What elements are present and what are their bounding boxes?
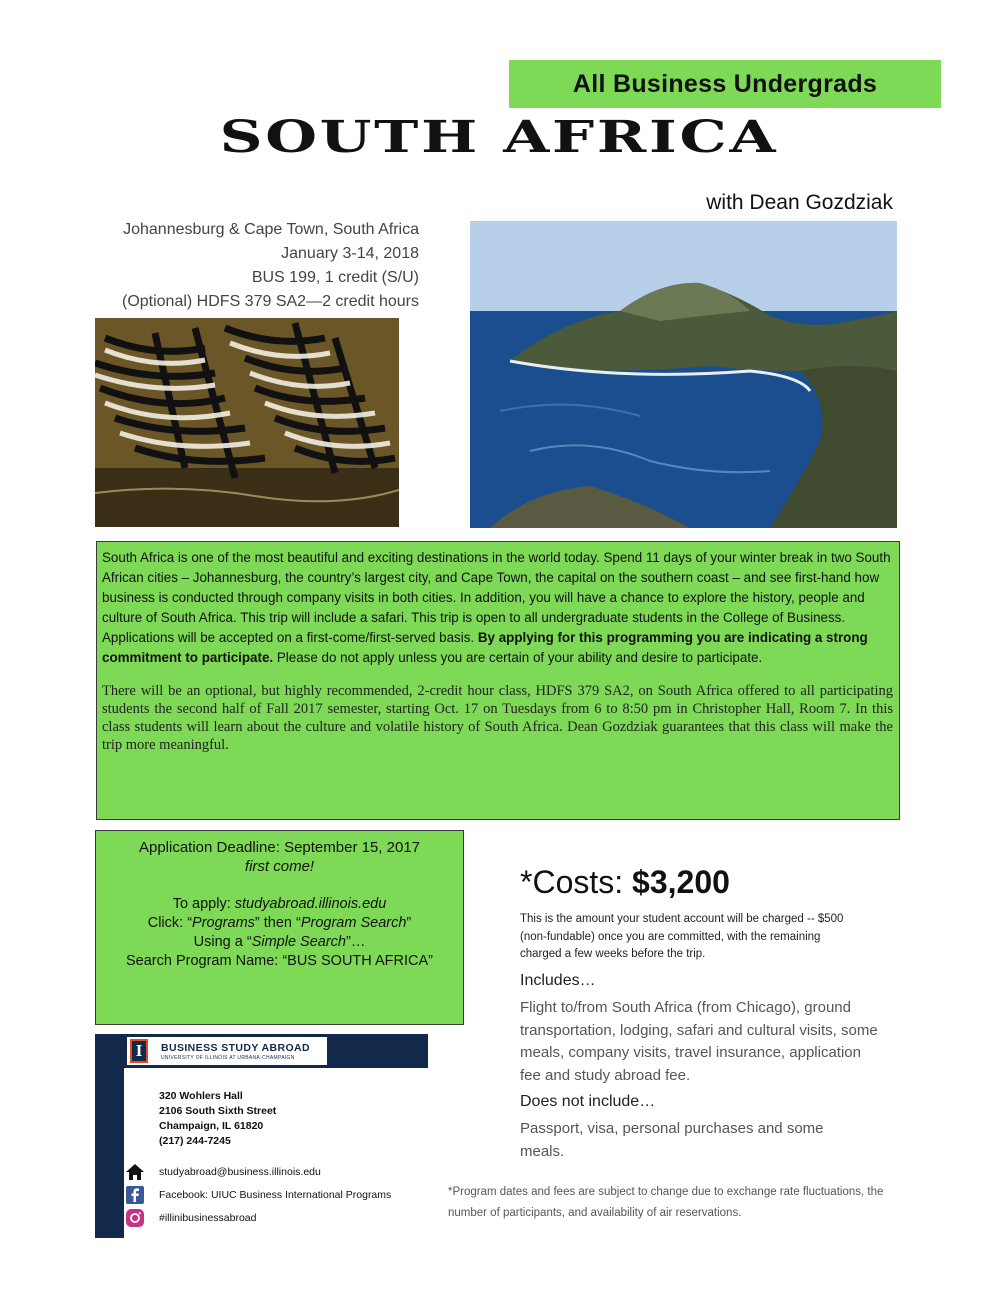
audience-banner: All Business Undergrads (509, 60, 941, 108)
zebra-photo (95, 318, 399, 527)
facebook-link[interactable]: Facebook: UIUC Business International Programs (159, 1189, 392, 1201)
includes-heading: Includes… (520, 972, 596, 989)
apply-instruction: To apply: studyabroad.illinois.edu (172, 896, 387, 912)
search-type-instruction: Using a “Simple Search”… (193, 934, 366, 950)
application-info-box (95, 830, 464, 1025)
instagram-hashtag[interactable]: #illinibusinessabroad (159, 1212, 257, 1224)
includes-list: Flight to/from South Africa (from Chicago), ground transportation, lodging, safari and cultural visits, some meals, company visits, travel insurance, application fee and study abroad fee. (520, 999, 878, 1084)
costs-heading: *Costs: $3,200 (520, 864, 730, 900)
trip-location: Johannesburg & Cape Town, South Africa (123, 221, 419, 238)
cost-amount: $3,200 (632, 864, 730, 900)
office-name: BUSINESS STUDY ABROAD (161, 1041, 311, 1054)
facebook-icon (125, 1185, 145, 1205)
click-instruction: Click: “Programs” then “Program Search” (147, 915, 412, 931)
cape-town-coast-photo (470, 221, 897, 528)
page-title: SOUTH AFRICA (219, 112, 779, 163)
trip-dates: January 3-14, 2018 (281, 245, 419, 262)
dean-subtitle: with Dean Gozdziak (706, 191, 893, 214)
program-description (96, 541, 900, 820)
description-paragraph-2: There will be an optional, but highly recommended, 2-credit hour class, HDFS 379 SA2, on South Africa offered to all participating students the second half of Fall 2017 semester, starting Oct. 17 on Tuesdays from 6 to 8:50 pm in Christopher Hall, Room 7. In this class students will learn about the culture and volatile history of South Africa. Dean Gozdziak guarantees that this class will make the trip more meaningful. (102, 683, 893, 753)
trip-optional-course: (Optional) HDFS 379 SA2—2 credit hours (121, 293, 419, 310)
illinois-i-icon: I (130, 1039, 148, 1063)
business-study-abroad-contact (95, 1034, 428, 1238)
commitment-statement: By applying for this programming you are indicating a strong commitment to participate. (102, 630, 868, 665)
not-included-list: Passport, visa, personal purchases and some meals. (520, 1120, 824, 1160)
first-come-note: first come! (244, 858, 315, 875)
disclaimer: *Program dates and fees are subject to change due to exchange rate fluctuations, the number of participants, and availability of air reservations. (448, 1186, 884, 1219)
application-deadline: Application Deadline: September 15, 2017 (138, 839, 421, 856)
facebook-row (125, 1185, 391, 1205)
not-included-heading: Does not include… (520, 1093, 656, 1110)
program-name-instruction: Search Program Name: “BUS SOUTH AFRICA” (126, 953, 433, 969)
instagram-row (125, 1208, 256, 1228)
office-phone: (217) 244-7245 (159, 1135, 231, 1147)
office-address: 320 Wohlers Hall 2106 South Sixth Street Champaign, IL 61820 (217) 244-7245 (159, 1090, 277, 1147)
navy-stripe (95, 1034, 124, 1238)
email-link[interactable]: studyabroad@business.illinois.edu (159, 1166, 321, 1178)
apply-url-link[interactable]: studyabroad.illinois.edu (234, 896, 387, 912)
email-row (125, 1162, 321, 1182)
instagram-icon (125, 1208, 145, 1228)
office-university: UNIVERSITY OF ILLINOIS AT URBANA-CHAMPAIGN (161, 1054, 295, 1061)
bsa-logo (127, 1037, 327, 1065)
costs-note: This is the amount your student account will be charged -- $500 (non-fundable) once you are committed, with the remaining charged a few weeks before the trip. (520, 913, 844, 960)
home-icon (125, 1162, 145, 1182)
trip-details (70, 218, 419, 314)
description-paragraph-1: South Africa is one of the most beautiful and exciting destinations in the world today. Spend 11 days of your winter break in two South African cities – Johannesburg, the country’s largest city, and Cape Town, the capital on the southern coast – and see first-hand how business is conducted through company visits in both cities. In addition, you will have a chance to explore the history, people and culture of South Africa. This trip will include a safari. This trip is open to all undergraduate students in the College of Business. Applications will be accepted on a first-come/first-served basis. By applying for this programming you are indicating a strong commitment to participate. Please do not apply unless you are certain of your ability and desire to participate. (102, 550, 891, 665)
trip-course: BUS 199, 1 credit (S/U) (251, 269, 419, 286)
